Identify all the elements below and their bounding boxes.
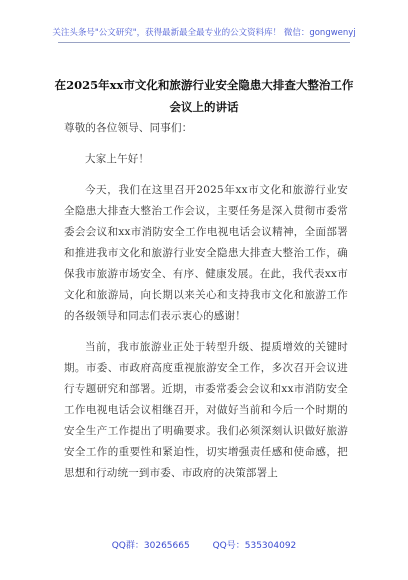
salutation: 尊敬的各位领导、同事们： xyxy=(64,122,193,134)
document-body xyxy=(64,118,348,494)
greeting: 大家上午好！ xyxy=(85,153,150,165)
header-note: 关注头条号"公文研究"，获得最新最全最专业的公文资料库！ 微信：gongwenyj xyxy=(52,28,356,38)
paragraph: 当前，我市旅游业正处于转型升级、提质增效的关键时期。市委、市政府高度重视旅游安全工作，多次召开会议进行专题研究和部署。近期，市委常委会会议和xx市消防安全工作电视电话会议相继召开，对做好当前和今后一个时期的安全生产工作提出了明确要求。我们必须深刻认识做好旅游安全工作的重要性和紧迫性，切实增强责任感和使命感，把思想和行动统一到市委、市政府的决策部署上 xyxy=(64,341,348,479)
paragraph: 今天，我们在这里召开2025年xx市文化和旅游行业安全隐患大排查大整治工作会议，主要任务是深入贯彻市委常委会会议和xx市消防安全工作电视电话会议精神，全面部署和推进我市文化和旅游行业安全隐患大排查大整治工作，确保我市旅游市场安全、有序、健康发展。在此，我代表xx市文化和旅游局，向长期以来关心和支持我市文化和旅游工作的各级领导和同志们表示衷心的感谢！ xyxy=(64,184,348,322)
footer-contact xyxy=(0,538,408,551)
header-divider xyxy=(58,42,350,43)
qq-group-label: QQ群：30265665 xyxy=(111,541,190,551)
qq-number-label: QQ号：535304092 xyxy=(212,541,297,551)
document-title: 在2025年xx市文化和旅游行业安全隐患大排查大整治工作会议上的讲话 xyxy=(54,78,354,114)
